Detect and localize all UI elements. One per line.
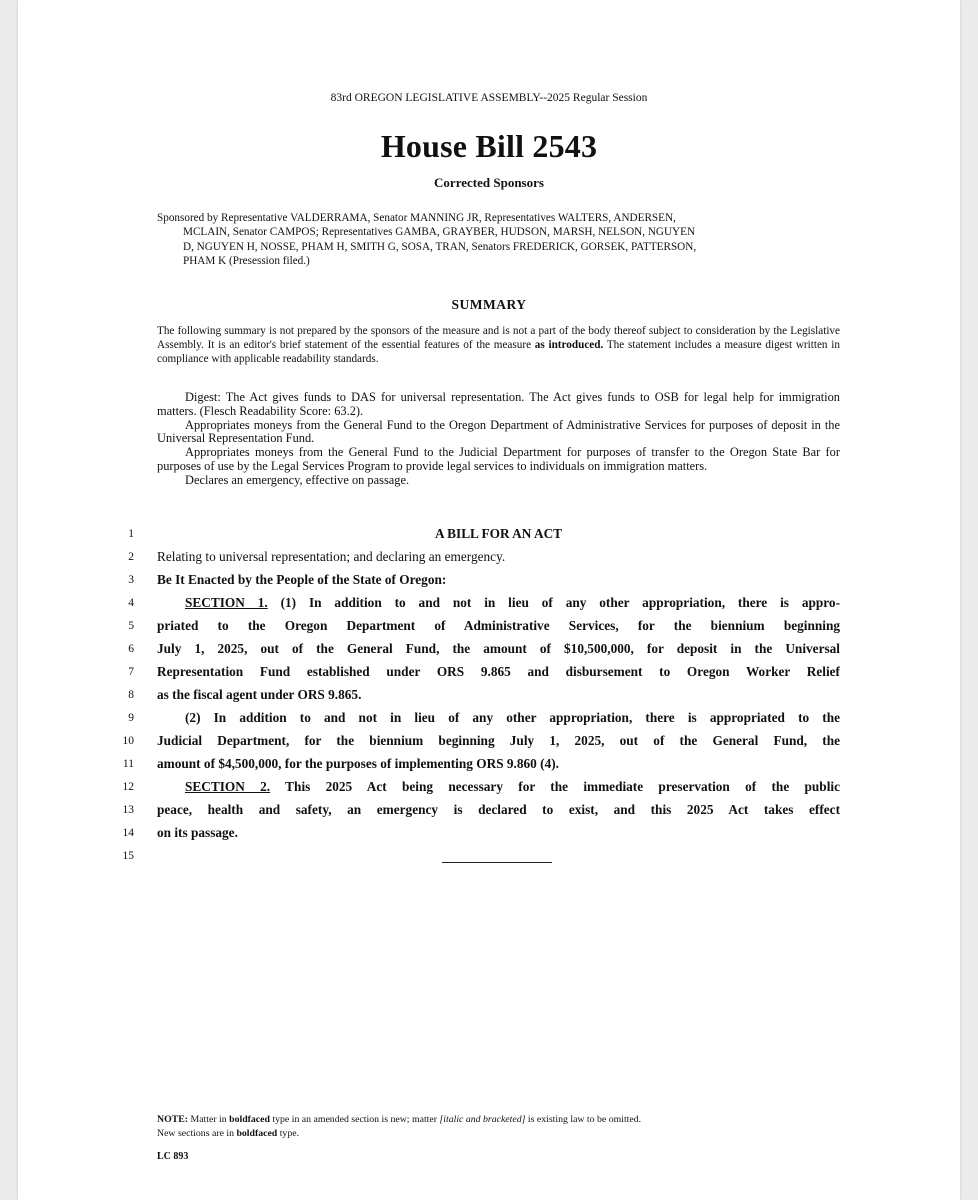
note-text: is existing law to be omitted.: [525, 1114, 642, 1125]
line-number: 4: [128, 597, 134, 609]
summary-intro: [157, 324, 840, 367]
summary-heading: SUMMARY: [451, 297, 527, 312]
line-number: 14: [122, 827, 134, 839]
line-number: 13: [122, 804, 134, 816]
bill-line: peace, health and safety, an emergency is declared to exist, and this 2025 Act takes effect: [157, 802, 840, 817]
line-number: 6: [128, 643, 134, 655]
note-bold: boldfaced: [229, 1114, 270, 1125]
session-header: 83rd OREGON LEGISLATIVE ASSEMBLY--2025 Regular Session: [330, 92, 648, 104]
section-1-label: SECTION 1.: [185, 595, 268, 610]
note-line: [157, 1127, 857, 1141]
bill-line-text: (1) In addition to and not in lieu of any other appropriation, there is appro-: [267, 595, 841, 610]
line-number: 12: [122, 781, 134, 793]
section-2-label: SECTION 2.: [185, 779, 271, 794]
footer-note: [157, 1113, 857, 1140]
sponsors-line: PHAM K (Presession filed.): [183, 254, 310, 267]
line-number: 7: [128, 666, 134, 678]
line-number: 5: [128, 620, 134, 632]
line-number: 10: [122, 735, 134, 747]
bill-line: amount of $4,500,000, for the purposes of implementing ORS 9.860 (4).: [157, 756, 559, 771]
lc-number: LC 893: [157, 1151, 189, 1162]
bill-line: (2) In addition to and not in lieu of any other appropriation, there is appropriated to the: [185, 710, 840, 725]
bill-line: Representation Fund established under ORS 9.865 and disbursement to Oregon Worker Relief: [157, 664, 840, 679]
summary-intro-text: The following summary is not prepared by the sponsors of the measure and is not a part of the body thereof subject to consideration by the Legislative Assembly. It is an editor's brief statement of the essential features of the measure: [157, 325, 840, 352]
bill-line: as the fiscal agent under ORS 9.865.: [157, 687, 362, 702]
sponsors-line: D, NGUYEN H, NOSSE, PHAM H, SMITH G, SOSA, TRAN, Senators FREDERICK, GORSEK, PATTERSON,: [183, 240, 697, 253]
line-number: 9: [128, 712, 134, 724]
note-text: type in an amended section is new; matter: [269, 1114, 440, 1125]
line-number: 3: [128, 574, 134, 586]
bill-line: [157, 779, 840, 795]
line-number: 2: [128, 551, 134, 563]
bill-line: Relating to universal representation; and declaring an emergency.: [157, 549, 506, 564]
bill-heading: A BILL FOR AN ACT: [434, 526, 563, 541]
sponsors-block: [157, 211, 840, 268]
bill-line: Judicial Department, for the biennium beginning July 1, 2025, out of the General Fund, the: [157, 733, 840, 748]
note-bold: boldfaced: [236, 1127, 278, 1139]
line-number: 11: [122, 758, 134, 770]
note-text: New sections are in: [157, 1127, 237, 1139]
line-number: 15: [122, 850, 134, 862]
enacting-clause: Be It Enacted by the People of the State of Oregon:: [157, 572, 447, 587]
bill-line: priated to the Oregon Department of Administrative Services, for the biennium beginning: [157, 618, 840, 633]
end-rule: [442, 862, 552, 863]
note-text: Matter in: [188, 1114, 230, 1125]
bill-line: July 1, 2025, out of the General Fund, the amount of $10,500,000, for deposit in the Universal: [157, 641, 840, 656]
digest-block: [157, 391, 840, 488]
line-number: 1: [128, 528, 134, 540]
digest-paragraph: Digest: The Act gives funds to DAS for universal representation. The Act gives funds to OSB for legal help for immigration matters. (Flesch Readability Score: 63.2).: [157, 390, 840, 418]
note-label: NOTE:: [157, 1114, 189, 1125]
sponsors-line: MCLAIN, Senator CAMPOS; Representatives GAMBA, GRAYBER, HUDSON, MARSH, NELSON, NGUYEN: [183, 226, 696, 239]
bill-title: House Bill 2543: [380, 128, 598, 164]
note-line: [157, 1113, 857, 1127]
digest-paragraph: Declares an emergency, effective on passage.: [185, 472, 410, 487]
sponsors-line: Sponsored by Representative VALDERRAMA, Senator MANNING JR, Representatives WALTERS, ANDERSEN,: [157, 212, 676, 224]
digest-paragraph: Appropriates moneys from the General Fund to the Judicial Department for purposes of transfer to the Oregon State Bar for purposes of use by the Legal Services Program to provide legal services to individuals on immigration matters.: [157, 445, 840, 473]
note-italic: [italic and bracketed]: [439, 1114, 526, 1125]
summary-intro-text: The statement includes a measure digest written in compliance with applicable readability standards.: [157, 339, 840, 366]
line-number: 8: [128, 689, 134, 701]
digest-paragraph: Appropriates moneys from the General Fund to the Oregon Department of Administrative Services for purposes of deposit in the Universal Representation Fund.: [157, 417, 840, 446]
bill-line-text: This 2025 Act being necessary for the immediate preservation of the public: [270, 779, 840, 794]
bill-line: [157, 595, 840, 611]
note-text: type.: [277, 1127, 300, 1139]
bill-subtitle: Corrected Sponsors: [434, 175, 544, 190]
bill-line: on its passage.: [157, 825, 238, 840]
summary-intro-bold: as introduced.: [534, 339, 604, 352]
